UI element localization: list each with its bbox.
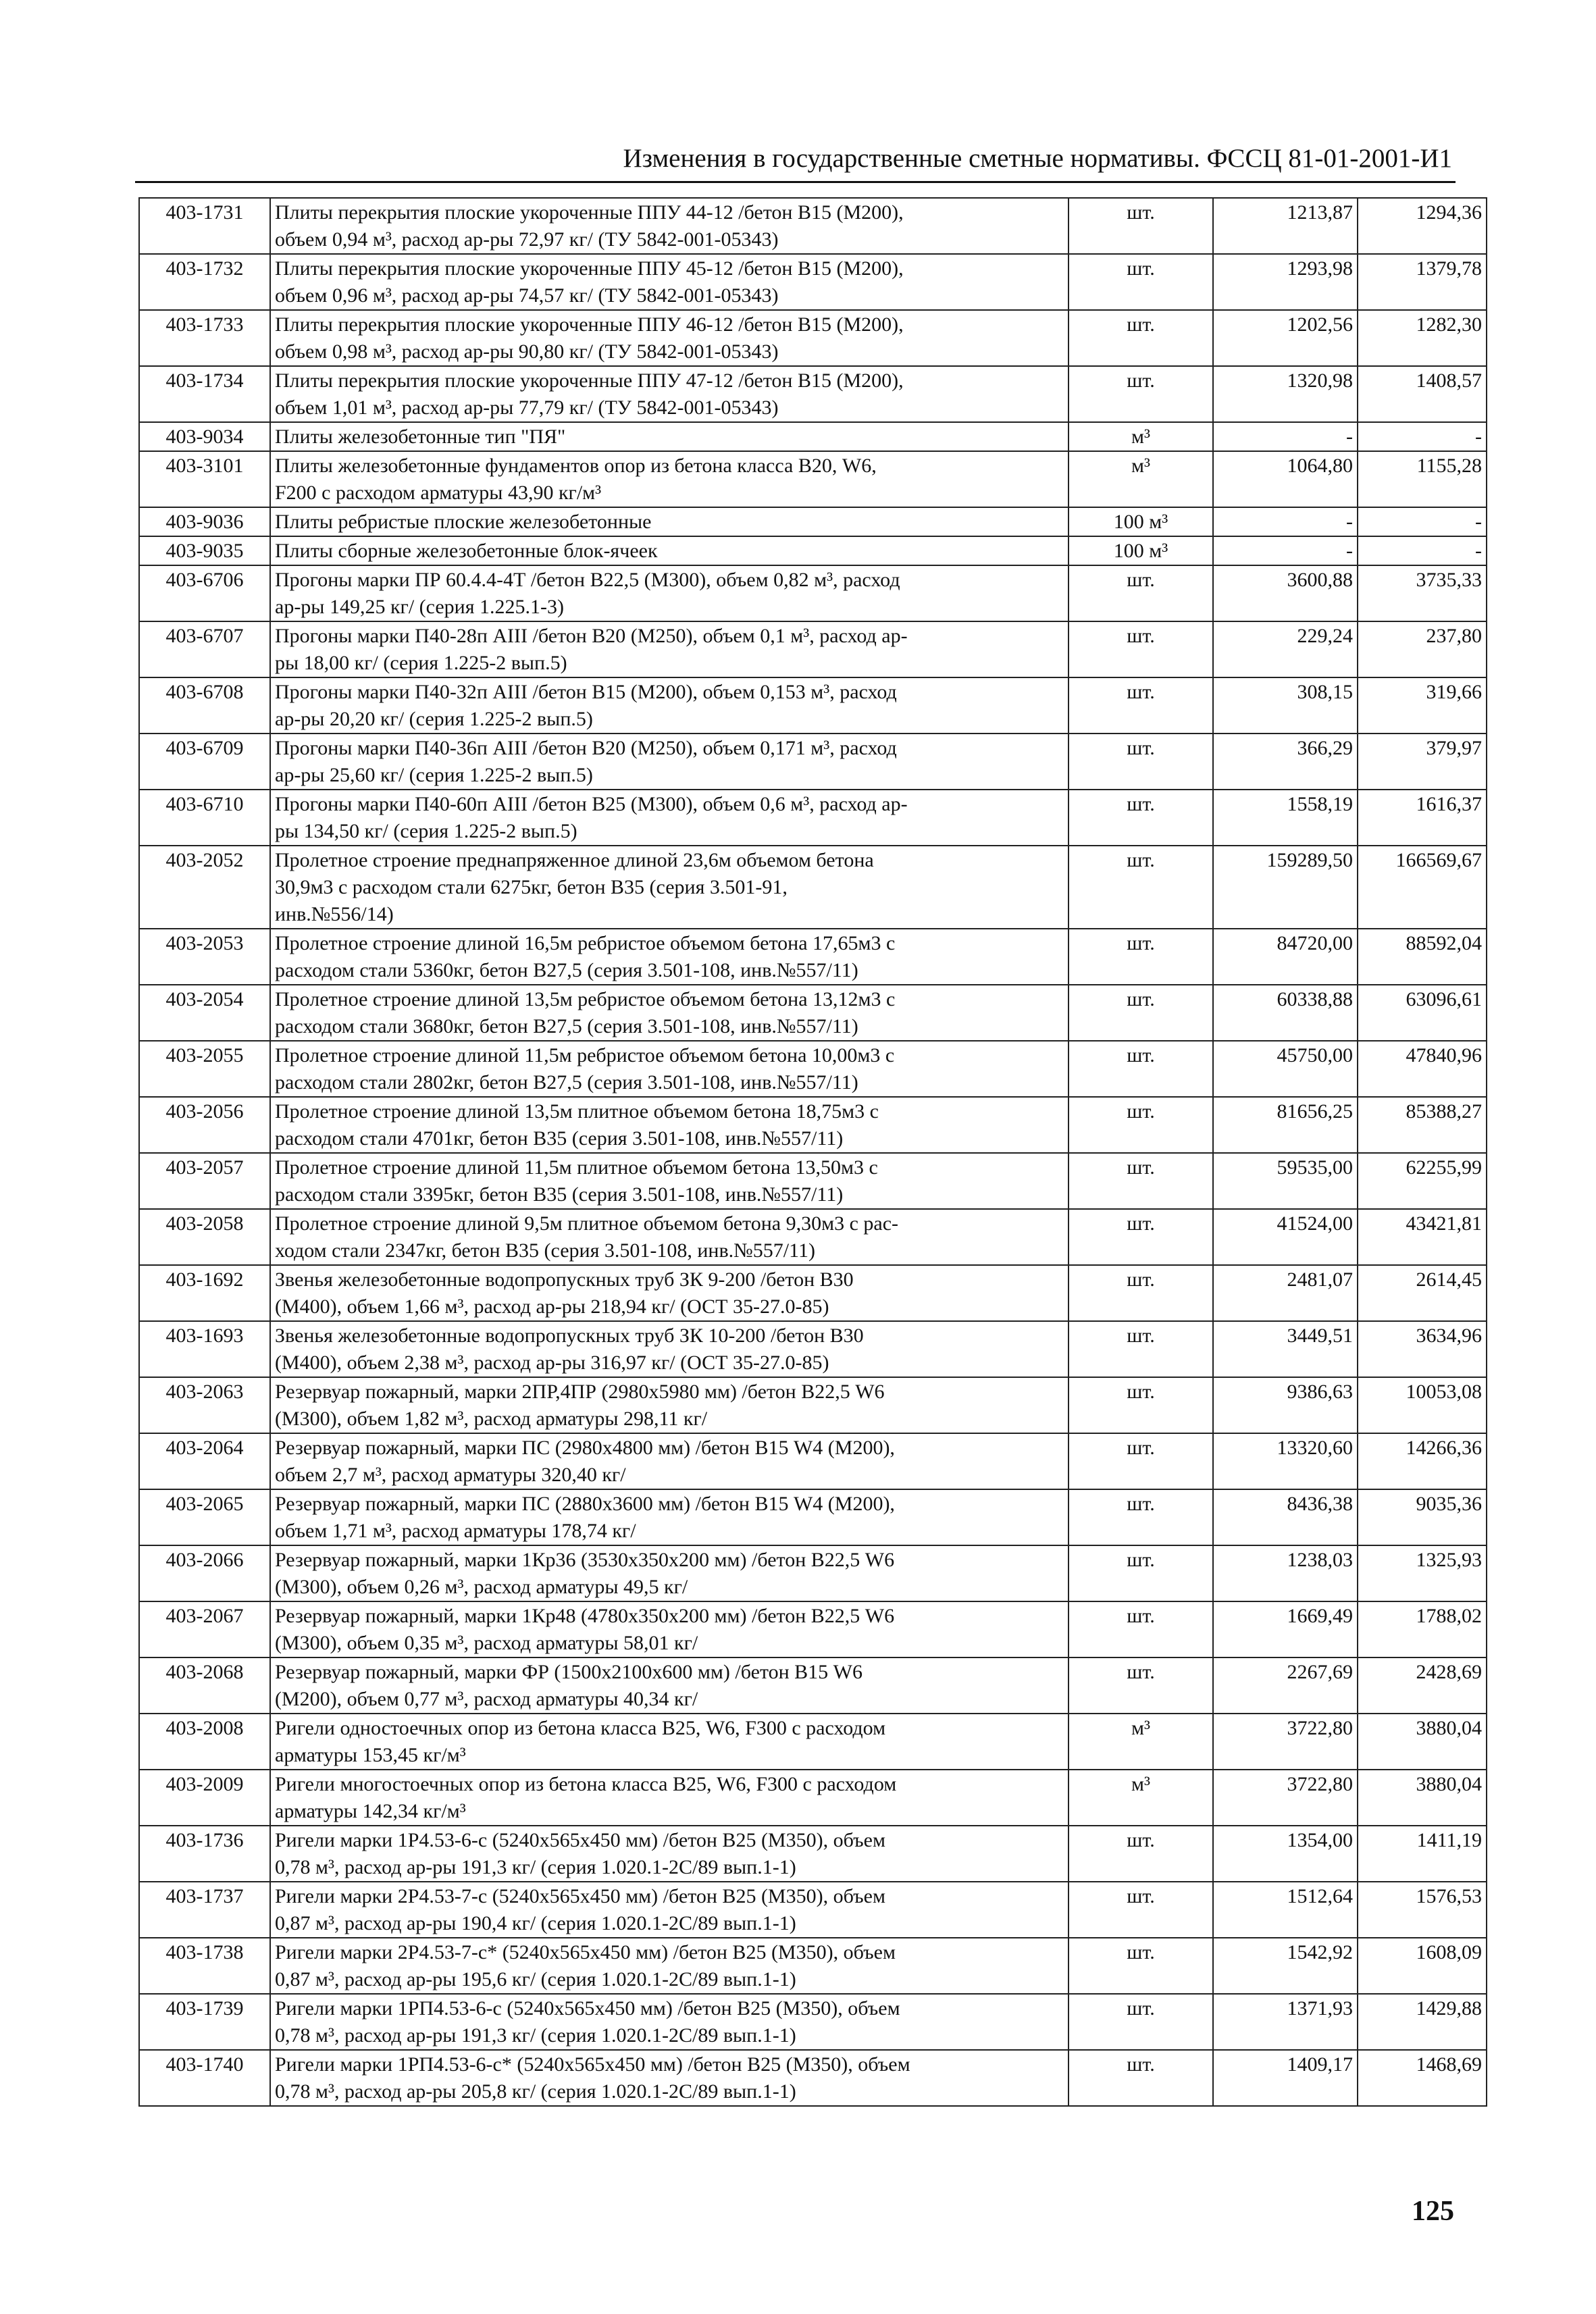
price-value-revised: 1282,30 — [1358, 310, 1487, 366]
description-line: Прогоны марки ПР 60.4.4-4Т /бетон В22,5 (М300), объем 0,82 м³, расход — [275, 569, 900, 591]
price-value: 1558,19 — [1213, 790, 1358, 846]
description-line: Пролетное строение длиной 11,5м плитное объемом бетона 13,50м3 с — [275, 1156, 878, 1179]
price-value: 1409,17 — [1213, 2050, 1358, 2106]
description-line: 0,87 м³, расход ар-ры 190,4 кг/ (серия 1.020.1-2С/89 вып.1-1) — [275, 1912, 796, 1934]
price-value: 1354,00 — [1213, 1826, 1358, 1882]
resource-code: 403-6709 — [139, 734, 270, 790]
table-row — [139, 1714, 1487, 1770]
table-row — [139, 929, 1487, 985]
resource-code: 403-2054 — [139, 985, 270, 1041]
price-value: 3722,80 — [1213, 1770, 1358, 1826]
price-value: 1512,64 — [1213, 1882, 1358, 1938]
price-value-revised: 166569,67 — [1358, 846, 1487, 929]
price-value-revised: - — [1358, 536, 1487, 565]
resource-code: 403-2057 — [139, 1153, 270, 1209]
resource-code: 403-1733 — [139, 310, 270, 366]
table-row — [139, 846, 1487, 929]
unit-of-measure: шт. — [1069, 1153, 1213, 1209]
price-value-revised: 2428,69 — [1358, 1657, 1487, 1714]
description-line: 0,78 м³, расход ар-ры 191,3 кг/ (серия 1.020.1-2С/89 вып.1-1) — [275, 1856, 796, 1878]
price-value-revised: 1429,88 — [1358, 1994, 1487, 2050]
price-value: 1213,87 — [1213, 198, 1358, 254]
price-value: 9386,63 — [1213, 1377, 1358, 1433]
price-value-revised: 379,97 — [1358, 734, 1487, 790]
description-line: Пролетное строение длиной 9,5м плитное объемом бетона 9,30м3 с рас- — [275, 1212, 899, 1235]
description-line: Ригели марки 1РП4.53-6-с* (5240х565х450 мм) /бетон В25 (М350), объем — [275, 2053, 910, 2076]
price-value: 1202,56 — [1213, 310, 1358, 366]
resource-code: 403-2056 — [139, 1097, 270, 1153]
description-line: ры 134,50 кг/ (серия 1.225-2 вып.5) — [275, 820, 577, 842]
price-value: 366,29 — [1213, 734, 1358, 790]
description-line: Резервуар пожарный, марки ПС (2880х3600 мм) /бетон В15 W4 (М200), — [275, 1493, 895, 1515]
resource-description — [270, 1433, 1069, 1489]
price-value: 3449,51 — [1213, 1321, 1358, 1377]
price-value: 81656,25 — [1213, 1097, 1358, 1153]
resource-description — [270, 1041, 1069, 1097]
resource-description — [270, 1321, 1069, 1377]
description-line: Звенья железобетонные водопропускных труб ЗК 10-200 /бетон В30 — [275, 1325, 864, 1347]
table-row — [139, 1601, 1487, 1657]
description-line: Плиты перекрытия плоские укороченные ППУ 47-12 /бетон В15 (М200), — [275, 369, 904, 392]
description-line: ар-ры 149,25 кг/ (серия 1.225.1-3) — [275, 596, 564, 618]
resource-code: 403-1692 — [139, 1265, 270, 1321]
description-line: расходом стали 3395кг, бетон В35 (серия 3.501-108, инв.№557/11) — [275, 1183, 844, 1206]
price-value: 1293,98 — [1213, 254, 1358, 310]
description-line: Плиты перекрытия плоские укороченные ППУ 45-12 /бетон В15 (М200), — [275, 257, 904, 280]
resource-description — [270, 1377, 1069, 1433]
description-line: Пролетное строение преднапряженное длиной 23,6м объемом бетона — [275, 849, 874, 871]
unit-of-measure: шт. — [1069, 1377, 1213, 1433]
price-table — [138, 197, 1487, 2107]
description-line: Резервуар пожарный, марки 2ПР,4ПР (2980х5980 мм) /бетон В22,5 W6 — [275, 1381, 885, 1403]
table-row — [139, 1265, 1487, 1321]
price-value: - — [1213, 536, 1358, 565]
resource-description — [270, 198, 1069, 254]
unit-of-measure: шт. — [1069, 254, 1213, 310]
description-line: Ригели марки 2Р4.53-7-с* (5240х565х450 мм) /бетон В25 (М350), объем — [275, 1941, 896, 1963]
price-value-revised: 1294,36 — [1358, 198, 1487, 254]
price-value-revised: 1576,53 — [1358, 1882, 1487, 1938]
price-value: - — [1213, 422, 1358, 451]
price-value-revised: - — [1358, 507, 1487, 536]
price-value-revised: 9035,36 — [1358, 1489, 1487, 1545]
unit-of-measure: шт. — [1069, 734, 1213, 790]
description-line: Резервуар пожарный, марки 1Кр36 (3530х350х200 мм) /бетон В22,5 W6 — [275, 1549, 895, 1571]
header-divider — [135, 181, 1456, 183]
table-row — [139, 254, 1487, 310]
price-value: 2481,07 — [1213, 1265, 1358, 1321]
description-line: (М400), объем 1,66 м³, расход ар-ры 218,94 кг/ (ОСТ 35-27.0-85) — [275, 1295, 829, 1318]
description-line: расходом стали 4701кг, бетон В35 (серия 3.501-108, инв.№557/11) — [275, 1127, 844, 1150]
unit-of-measure: шт. — [1069, 846, 1213, 929]
description-line: F200 с расходом арматуры 43,90 кг/м³ — [275, 482, 602, 504]
price-value: 1669,49 — [1213, 1601, 1358, 1657]
description-line: Прогоны марки П40-32п АIII /бетон В15 (М200), объем 0,153 м³, расход — [275, 681, 897, 703]
description-line: 0,78 м³, расход ар-ры 205,8 кг/ (серия 1.020.1-2С/89 вып.1-1) — [275, 2080, 796, 2103]
unit-of-measure: шт. — [1069, 1882, 1213, 1938]
table-row — [139, 507, 1487, 536]
price-value-revised: 63096,61 — [1358, 985, 1487, 1041]
table-row — [139, 1041, 1487, 1097]
price-value-revised: 1616,37 — [1358, 790, 1487, 846]
description-line: Плиты перекрытия плоские укороченные ППУ 44-12 /бетон В15 (М200), — [275, 201, 904, 224]
resource-code: 403-9036 — [139, 507, 270, 536]
resource-code: 403-6710 — [139, 790, 270, 846]
resource-code: 403-2063 — [139, 1377, 270, 1433]
table-row — [139, 198, 1487, 254]
price-value-revised: 3880,04 — [1358, 1770, 1487, 1826]
price-value-revised: 1468,69 — [1358, 2050, 1487, 2106]
unit-of-measure: шт. — [1069, 677, 1213, 734]
description-line: Пролетное строение длиной 16,5м ребристое объемом бетона 17,65м3 с — [275, 932, 896, 954]
unit-of-measure: шт. — [1069, 1321, 1213, 1377]
description-line: Плиты перекрытия плоские укороченные ППУ 46-12 /бетон В15 (М200), — [275, 313, 904, 336]
resource-description — [270, 1882, 1069, 1938]
description-line: Звенья железобетонные водопропускных труб ЗК 9-200 /бетон В30 — [275, 1268, 854, 1291]
resource-code: 403-2066 — [139, 1545, 270, 1601]
table-row — [139, 536, 1487, 565]
resource-description — [270, 985, 1069, 1041]
table-row — [139, 1153, 1487, 1209]
unit-of-measure: м³ — [1069, 422, 1213, 451]
price-value: 84720,00 — [1213, 929, 1358, 985]
resource-code: 403-1736 — [139, 1826, 270, 1882]
description-line: Прогоны марки П40-28п АIII /бетон В20 (М250), объем 0,1 м³, расход ар- — [275, 625, 908, 647]
description-line: Прогоны марки П40-60п АIII /бетон В25 (М300), объем 0,6 м³, расход ар- — [275, 793, 908, 815]
description-line: Резервуар пожарный, марки 1Кр48 (4780х350х200 мм) /бетон В22,5 W6 — [275, 1605, 895, 1627]
resource-code: 403-1738 — [139, 1938, 270, 1994]
resource-description — [270, 1489, 1069, 1545]
resource-code: 403-1734 — [139, 366, 270, 422]
resource-description — [270, 846, 1069, 929]
unit-of-measure: шт. — [1069, 1097, 1213, 1153]
table-row — [139, 1489, 1487, 1545]
resource-description — [270, 1770, 1069, 1826]
price-value-revised: 1608,09 — [1358, 1938, 1487, 1994]
table-row — [139, 2050, 1487, 2106]
description-line: 0,87 м³, расход ар-ры 195,6 кг/ (серия 1.020.1-2С/89 вып.1-1) — [275, 1968, 796, 1990]
price-value: 60338,88 — [1213, 985, 1358, 1041]
description-line: (М400), объем 2,38 м³, расход ар-ры 316,97 кг/ (ОСТ 35-27.0-85) — [275, 1352, 829, 1374]
table-row — [139, 1209, 1487, 1265]
resource-code: 403-1737 — [139, 1882, 270, 1938]
description-line: ар-ры 25,60 кг/ (серия 1.225-2 вып.5) — [275, 764, 593, 786]
price-value-revised: 85388,27 — [1358, 1097, 1487, 1153]
description-line: Ригели марки 1РП4.53-6-с (5240х565х450 мм) /бетон В25 (М350), объем — [275, 1997, 900, 2020]
description-line: ар-ры 20,20 кг/ (серия 1.225-2 вып.5) — [275, 708, 593, 730]
description-line: Резервуар пожарный, марки ПС (2980х4800 мм) /бетон В15 W4 (М200), — [275, 1437, 895, 1459]
description-line: объем 0,96 м³, расход ар-ры 74,57 кг/ (ТУ 5842-001-05343) — [275, 284, 779, 307]
description-line: расходом стали 5360кг, бетон В27,5 (серия 3.501-108, инв.№557/11) — [275, 959, 858, 981]
unit-of-measure: 100 м³ — [1069, 507, 1213, 536]
unit-of-measure: м³ — [1069, 1714, 1213, 1770]
unit-of-measure: шт. — [1069, 1938, 1213, 1994]
description-line: объем 1,01 м³, расход ар-ры 77,79 кг/ (ТУ 5842-001-05343) — [275, 396, 779, 419]
resource-description — [270, 1657, 1069, 1714]
price-value: 1064,80 — [1213, 451, 1358, 507]
resource-description — [270, 451, 1069, 507]
price-value-revised: 3634,96 — [1358, 1321, 1487, 1377]
table-row — [139, 1657, 1487, 1714]
price-table-body — [139, 198, 1487, 2106]
table-row — [139, 1826, 1487, 1882]
resource-description — [270, 536, 1069, 565]
resource-description — [270, 1097, 1069, 1153]
unit-of-measure: шт. — [1069, 1826, 1213, 1882]
resource-code: 403-9034 — [139, 422, 270, 451]
price-value-revised: 2614,45 — [1358, 1265, 1487, 1321]
description-line: Плиты железобетонные тип "ПЯ" — [275, 426, 566, 448]
description-line: ры 18,00 кг/ (серия 1.225-2 вып.5) — [275, 652, 567, 674]
description-line: Ригели марки 1Р4.53-6-с (5240х565х450 мм) /бетон В25 (М350), объем — [275, 1829, 885, 1851]
resource-description — [270, 565, 1069, 621]
description-line: объем 1,71 м³, расход арматуры 178,74 кг/ — [275, 1520, 636, 1542]
resource-code: 403-1732 — [139, 254, 270, 310]
price-value: 229,24 — [1213, 621, 1358, 677]
price-value-revised: 1379,78 — [1358, 254, 1487, 310]
unit-of-measure: шт. — [1069, 929, 1213, 985]
description-line: (М200), объем 0,77 м³, расход арматуры 40,34 кг/ — [275, 1688, 698, 1710]
description-line: расходом стали 3680кг, бетон В27,5 (серия 3.501-108, инв.№557/11) — [275, 1015, 858, 1037]
price-value-revised: 14266,36 — [1358, 1433, 1487, 1489]
description-line: объем 0,98 м³, расход ар-ры 90,80 кг/ (ТУ 5842-001-05343) — [275, 340, 779, 363]
price-value-revised: 47840,96 — [1358, 1041, 1487, 1097]
table-row — [139, 734, 1487, 790]
description-line: арматуры 142,34 кг/м³ — [275, 1800, 466, 1822]
description-line: Резервуар пожарный, марки ФР (1500х2100х600 мм) /бетон В15 W6 — [275, 1661, 863, 1683]
table-row — [139, 1433, 1487, 1489]
price-value-revised: 1408,57 — [1358, 366, 1487, 422]
table-row — [139, 677, 1487, 734]
resource-description — [270, 254, 1069, 310]
page-number: 125 — [1412, 2196, 1454, 2227]
resource-description — [270, 1265, 1069, 1321]
resource-description — [270, 1153, 1069, 1209]
resource-code: 403-1740 — [139, 2050, 270, 2106]
unit-of-measure: м³ — [1069, 1770, 1213, 1826]
unit-of-measure: шт. — [1069, 198, 1213, 254]
price-value-revised: 3735,33 — [1358, 565, 1487, 621]
table-row — [139, 310, 1487, 366]
table-row — [139, 1097, 1487, 1153]
resource-description — [270, 1545, 1069, 1601]
description-line: Плиты ребристые плоские железобетонные — [275, 511, 652, 533]
resource-description — [270, 1601, 1069, 1657]
price-value: 2267,69 — [1213, 1657, 1358, 1714]
price-value-revised: 319,66 — [1358, 677, 1487, 734]
unit-of-measure: шт. — [1069, 1433, 1213, 1489]
running-header: Изменения в государственные сметные нормативы. ФССЦ 81-01-2001-И1 — [623, 144, 1452, 173]
price-value-revised: - — [1358, 422, 1487, 451]
resource-description — [270, 507, 1069, 536]
unit-of-measure: шт. — [1069, 1545, 1213, 1601]
price-value-revised: 237,80 — [1358, 621, 1487, 677]
unit-of-measure: шт. — [1069, 1265, 1213, 1321]
table-row — [139, 451, 1487, 507]
unit-of-measure: шт. — [1069, 1209, 1213, 1265]
description-line: Пролетное строение длиной 13,5м ребристое объемом бетона 13,12м3 с — [275, 988, 896, 1010]
description-line: Ригели многостоечных опор из бетона класса В25, W6, F300 с расходом — [275, 1773, 897, 1795]
description-line: инв.№556/14) — [275, 903, 394, 925]
description-line: Плиты железобетонные фундаментов опор из бетона класса В20, W6, — [275, 455, 877, 477]
unit-of-measure: шт. — [1069, 985, 1213, 1041]
resource-code: 403-2055 — [139, 1041, 270, 1097]
resource-code: 403-2058 — [139, 1209, 270, 1265]
unit-of-measure: шт. — [1069, 366, 1213, 422]
price-value: 1320,98 — [1213, 366, 1358, 422]
description-line: объем 2,7 м³, расход арматуры 320,40 кг/ — [275, 1464, 626, 1486]
table-row — [139, 565, 1487, 621]
resource-code: 403-2068 — [139, 1657, 270, 1714]
resource-description — [270, 677, 1069, 734]
table-row — [139, 366, 1487, 422]
description-line: ходом стали 2347кг, бетон В35 (серия 3.501-108, инв.№557/11) — [275, 1239, 815, 1262]
price-value-revised: 1411,19 — [1358, 1826, 1487, 1882]
table-row — [139, 422, 1487, 451]
resource-description — [270, 1994, 1069, 2050]
resource-code: 403-1693 — [139, 1321, 270, 1377]
price-value: 13320,60 — [1213, 1433, 1358, 1489]
price-value-revised: 62255,99 — [1358, 1153, 1487, 1209]
resource-code: 403-3101 — [139, 451, 270, 507]
resource-code: 403-2008 — [139, 1714, 270, 1770]
table-row — [139, 1882, 1487, 1938]
resource-description — [270, 929, 1069, 985]
resource-code: 403-2052 — [139, 846, 270, 929]
resource-description — [270, 1209, 1069, 1265]
table-row — [139, 1545, 1487, 1601]
resource-description — [270, 734, 1069, 790]
price-value: 159289,50 — [1213, 846, 1358, 929]
unit-of-measure: 100 м³ — [1069, 536, 1213, 565]
resource-code: 403-2067 — [139, 1601, 270, 1657]
resource-code: 403-6706 — [139, 565, 270, 621]
table-row — [139, 1321, 1487, 1377]
resource-description — [270, 310, 1069, 366]
description-line: (М300), объем 1,82 м³, расход арматуры 298,11 кг/ — [275, 1408, 708, 1430]
resource-description — [270, 1938, 1069, 1994]
resource-code: 403-2009 — [139, 1770, 270, 1826]
resource-code: 403-1731 — [139, 198, 270, 254]
description-line: Ригели марки 2Р4.53-7-с (5240х565х450 мм) /бетон В25 (М350), объем — [275, 1885, 885, 1907]
description-line: арматуры 153,45 кг/м³ — [275, 1744, 466, 1766]
unit-of-measure: шт. — [1069, 565, 1213, 621]
resource-code: 403-6707 — [139, 621, 270, 677]
unit-of-measure: шт. — [1069, 1601, 1213, 1657]
table-row — [139, 1770, 1487, 1826]
price-value-revised: 3880,04 — [1358, 1714, 1487, 1770]
description-line: Прогоны марки П40-36п АIII /бетон В20 (М250), объем 0,171 м³, расход — [275, 737, 897, 759]
price-value: 1542,92 — [1213, 1938, 1358, 1994]
table-row — [139, 1938, 1487, 1994]
description-line: Ригели одностоечных опор из бетона класса В25, W6, F300 с расходом — [275, 1717, 886, 1739]
price-value: 1238,03 — [1213, 1545, 1358, 1601]
unit-of-measure: шт. — [1069, 1041, 1213, 1097]
price-value: 8436,38 — [1213, 1489, 1358, 1545]
resource-description — [270, 1714, 1069, 1770]
resource-code: 403-9035 — [139, 536, 270, 565]
price-value: 59535,00 — [1213, 1153, 1358, 1209]
price-value: 3722,80 — [1213, 1714, 1358, 1770]
resource-description — [270, 621, 1069, 677]
price-value-revised: 88592,04 — [1358, 929, 1487, 985]
price-value: - — [1213, 507, 1358, 536]
description-line: Пролетное строение длиной 11,5м ребристое объемом бетона 10,00м3 с — [275, 1044, 895, 1066]
unit-of-measure: шт. — [1069, 790, 1213, 846]
unit-of-measure: шт. — [1069, 1994, 1213, 2050]
resource-description — [270, 366, 1069, 422]
table-row — [139, 621, 1487, 677]
price-value: 308,15 — [1213, 677, 1358, 734]
unit-of-measure: м³ — [1069, 451, 1213, 507]
description-line: объем 0,94 м³, расход ар-ры 72,97 кг/ (ТУ 5842-001-05343) — [275, 228, 779, 251]
resource-description — [270, 1826, 1069, 1882]
resource-description — [270, 790, 1069, 846]
table-row — [139, 790, 1487, 846]
price-value: 3600,88 — [1213, 565, 1358, 621]
resource-code: 403-2065 — [139, 1489, 270, 1545]
price-value-revised: 1788,02 — [1358, 1601, 1487, 1657]
description-line: Плиты сборные железобетонные блок-ячеек — [275, 540, 658, 562]
description-line: расходом стали 2802кг, бетон В27,5 (серия 3.501-108, инв.№557/11) — [275, 1071, 858, 1094]
unit-of-measure: шт. — [1069, 310, 1213, 366]
unit-of-measure: шт. — [1069, 1489, 1213, 1545]
description-line: Пролетное строение длиной 13,5м плитное объемом бетона 18,75м3 с — [275, 1100, 879, 1123]
price-value: 41524,00 — [1213, 1209, 1358, 1265]
description-line: (М300), объем 0,26 м³, расход арматуры 49,5 кг/ — [275, 1576, 688, 1598]
price-value-revised: 10053,08 — [1358, 1377, 1487, 1433]
price-value: 1371,93 — [1213, 1994, 1358, 2050]
resource-description — [270, 422, 1069, 451]
table-row — [139, 985, 1487, 1041]
description-line: (М300), объем 0,35 м³, расход арматуры 58,01 кг/ — [275, 1632, 698, 1654]
resource-description — [270, 2050, 1069, 2106]
resource-code: 403-2053 — [139, 929, 270, 985]
price-value-revised: 1155,28 — [1358, 451, 1487, 507]
description-line: 0,78 м³, расход ар-ры 191,3 кг/ (серия 1.020.1-2С/89 вып.1-1) — [275, 2024, 796, 2047]
table-row — [139, 1994, 1487, 2050]
resource-code: 403-6708 — [139, 677, 270, 734]
unit-of-measure: шт. — [1069, 2050, 1213, 2106]
table-row — [139, 1377, 1487, 1433]
resource-code: 403-1739 — [139, 1994, 270, 2050]
description-line: 30,9м3 с расходом стали 6275кг, бетон В35 (серия 3.501-91, — [275, 876, 788, 898]
unit-of-measure: шт. — [1069, 621, 1213, 677]
unit-of-measure: шт. — [1069, 1657, 1213, 1714]
resource-code: 403-2064 — [139, 1433, 270, 1489]
price-value-revised: 1325,93 — [1358, 1545, 1487, 1601]
price-value: 45750,00 — [1213, 1041, 1358, 1097]
price-value-revised: 43421,81 — [1358, 1209, 1487, 1265]
